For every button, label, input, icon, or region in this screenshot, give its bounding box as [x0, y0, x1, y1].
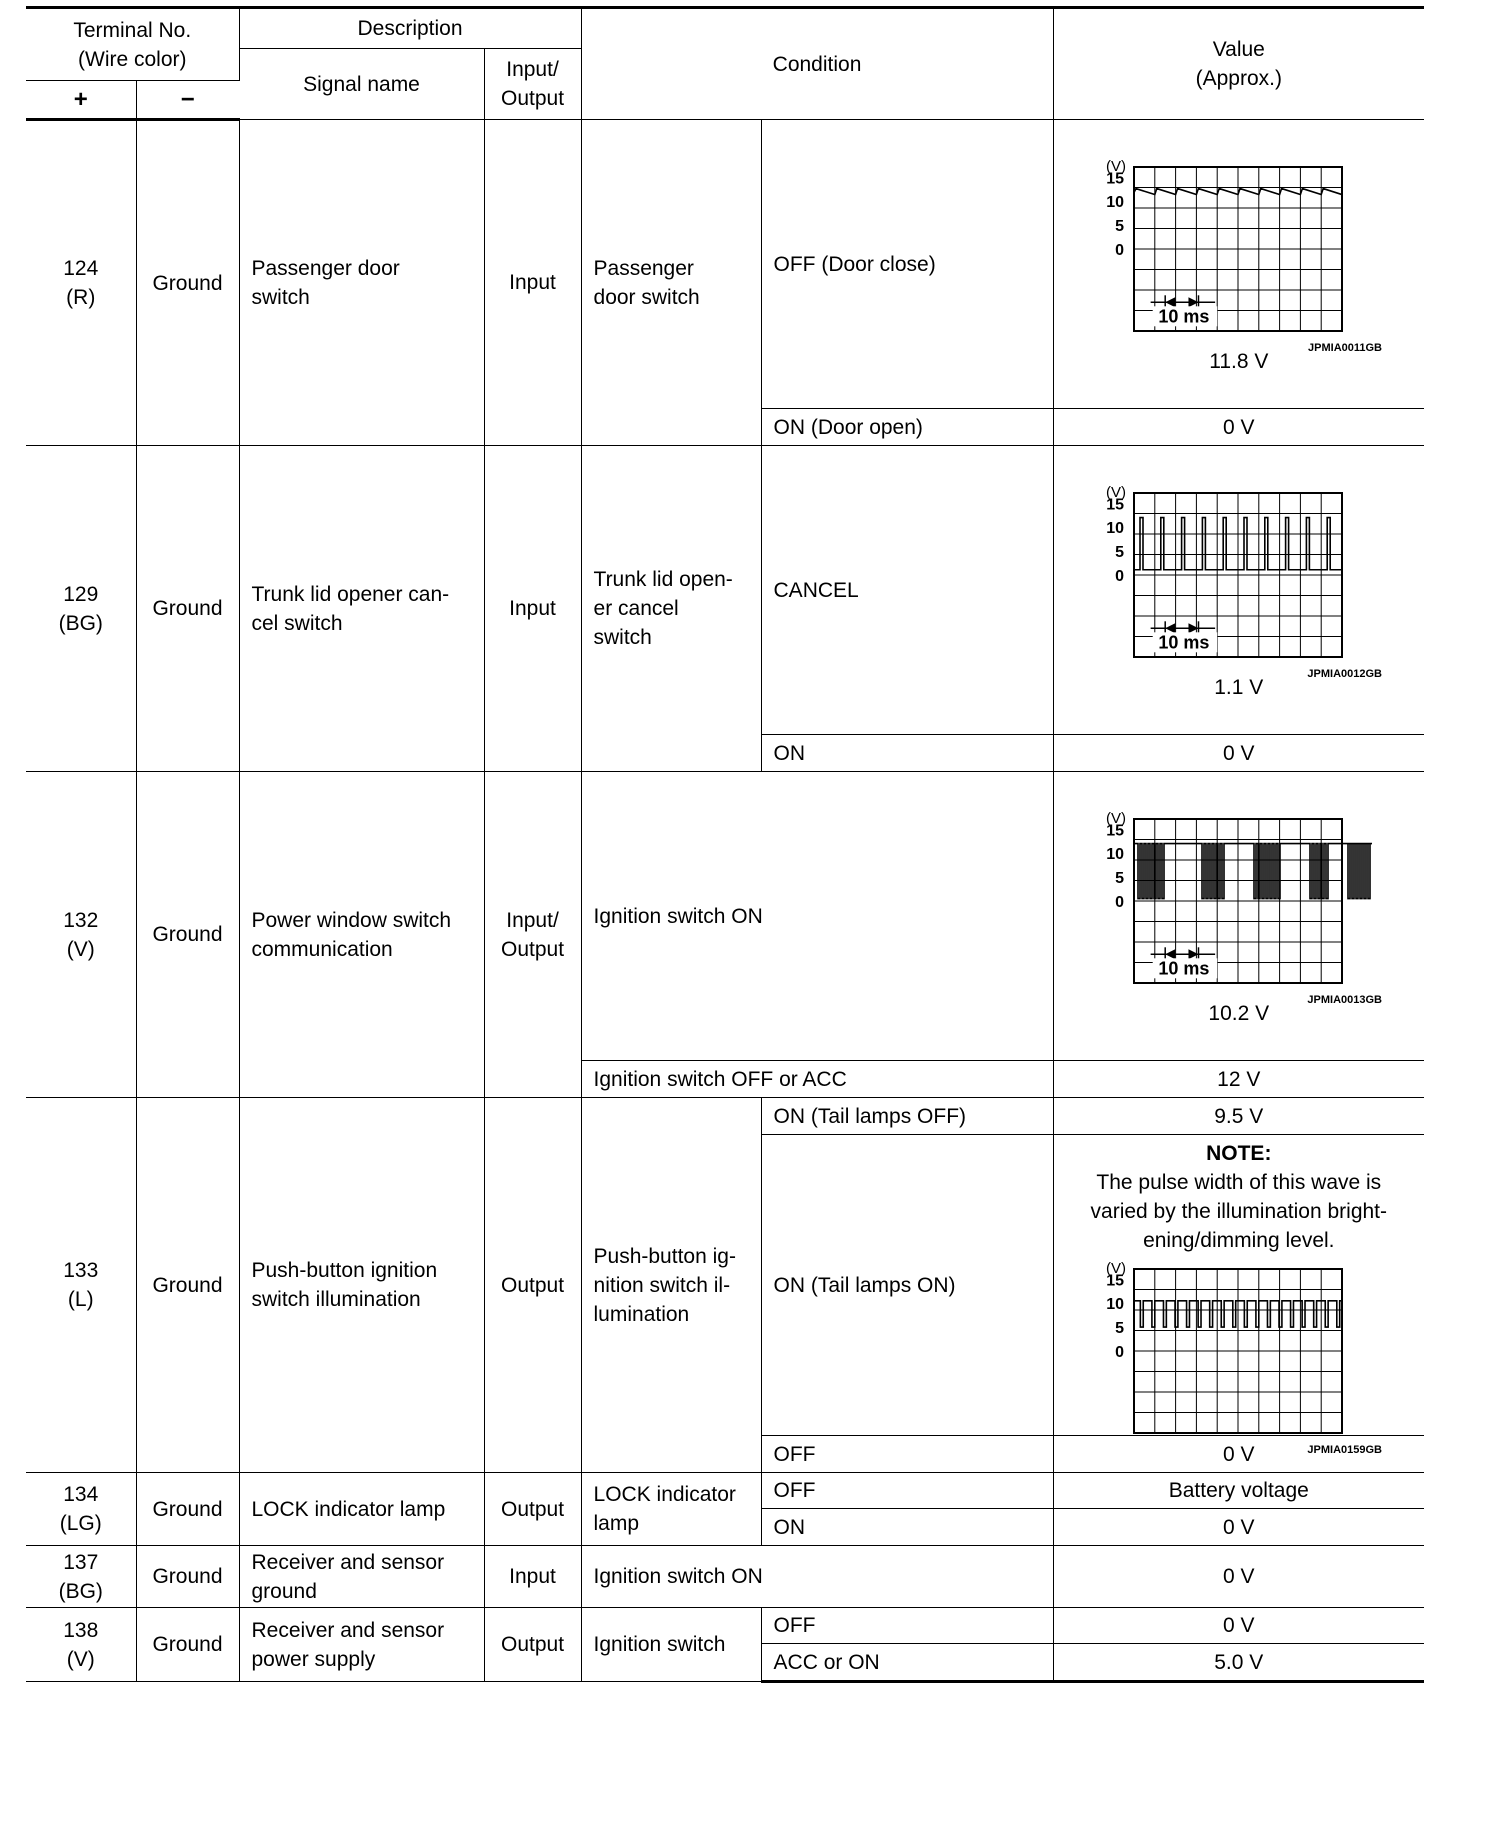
input-output: Output — [484, 1473, 581, 1546]
terminal-minus: Ground — [136, 446, 239, 772]
axis-unit-label: (V) — [1105, 1260, 1126, 1277]
axis-unit-label: (V) — [1105, 157, 1126, 175]
signal-name: Passenger door switch — [239, 120, 484, 446]
figure-code: JPMIA0012GB — [1306, 667, 1382, 680]
input-output: Input — [484, 446, 581, 772]
terminal-plus: 132 (V) — [26, 772, 136, 1098]
value-text: 0 V — [1053, 1436, 1424, 1473]
condition-state: OFF (Door close) — [761, 120, 1053, 409]
header-signal-name: Signal name — [239, 49, 484, 120]
input-output: Input — [484, 120, 581, 446]
input-output: Output — [484, 1098, 581, 1473]
tick-label: 5 — [1114, 217, 1124, 235]
scale-label: 10 ms — [1157, 631, 1209, 652]
input-output: Input — [484, 1546, 581, 1608]
condition-state: CANCEL — [761, 446, 1053, 735]
table-row — [26, 120, 1424, 409]
terminal-minus: Ground — [136, 1473, 239, 1546]
table-row — [26, 1473, 1424, 1509]
value-cell — [1053, 772, 1424, 1061]
condition: Ignition switch — [581, 1608, 761, 1682]
terminal-minus: Ground — [136, 1608, 239, 1682]
table-row — [26, 772, 1424, 1061]
condition-state: Ignition switch ON — [581, 772, 1053, 1061]
signal-name: Trunk lid opener can- cel switch — [239, 446, 484, 772]
note: NOTE: The pulse width of this wave is varied by the illumination bright- ening/dimming level. — [1090, 1142, 1388, 1252]
value-text: 0 V — [1053, 735, 1424, 772]
waveform-129 — [1098, 479, 1382, 680]
condition: Trunk lid open- er cancel switch — [581, 446, 761, 772]
terminal-plus: 138 (V) — [26, 1608, 136, 1682]
header-plus: + — [26, 81, 136, 120]
tick-label: 10 — [1105, 193, 1124, 211]
signal-name: Receiver and sensor ground — [239, 1546, 484, 1608]
table-row — [26, 446, 1424, 735]
table-row — [26, 1546, 1424, 1608]
terminal-plus: 124 (R) — [26, 120, 136, 446]
condition-state: OFF — [761, 1436, 1053, 1473]
terminal-minus: Ground — [136, 120, 239, 446]
tick-label: 10 — [1105, 1296, 1124, 1314]
note-title: NOTE: — [1206, 1142, 1272, 1165]
condition: Passenger door switch — [581, 120, 761, 446]
tick-label: 5 — [1114, 1320, 1124, 1338]
signal-name: LOCK indicator lamp — [239, 1473, 484, 1546]
terminal-minus: Ground — [136, 1546, 239, 1608]
figure-code: JPMIA0011GB — [1307, 341, 1382, 354]
value-text: 11.8 V — [1209, 349, 1269, 373]
terminal-minus: Ground — [136, 1098, 239, 1473]
terminal-plus: 133 (L) — [26, 1098, 136, 1473]
header-minus: − — [136, 81, 239, 120]
terminal-plus: 129 (BG) — [26, 446, 136, 772]
value-text: 9.5 V — [1053, 1098, 1424, 1135]
tick-label: 5 — [1114, 869, 1124, 887]
condition-state: ON — [761, 735, 1053, 772]
condition-state: OFF — [761, 1473, 1053, 1509]
header-terminal-no: Terminal No. (Wire color) — [26, 8, 239, 81]
condition: Push-button ig- nition switch il- lumination — [581, 1098, 761, 1473]
waveform-trace — [1134, 843, 1372, 898]
figure-code: JPMIA0013GB — [1306, 993, 1382, 1006]
tick-label: 15 — [1105, 169, 1124, 187]
tick-label: 15 — [1105, 821, 1124, 839]
value-text: 0 V — [1053, 409, 1424, 446]
header-description: Description — [239, 8, 581, 49]
axis-unit-label: (V) — [1105, 483, 1126, 501]
terminal-spec-table — [26, 6, 1424, 1683]
value-cell — [1053, 120, 1424, 409]
tick-label: 15 — [1105, 1272, 1124, 1290]
tick-label: 10 — [1105, 845, 1124, 863]
terminal-table-page — [26, 6, 1424, 1683]
value-text: 10.2 V — [1208, 1001, 1270, 1025]
tick-label: 0 — [1114, 567, 1124, 585]
signal-name: Power window switch communication — [239, 772, 484, 1098]
condition-state: ACC or ON — [761, 1644, 1053, 1682]
condition-state: ON — [761, 1509, 1053, 1546]
tick-label: 0 — [1114, 1344, 1124, 1361]
value-text: 12 V — [1053, 1061, 1424, 1098]
waveform-132 — [1098, 805, 1382, 1006]
value-text: 0 V — [1053, 1509, 1424, 1546]
scale-label: 10 ms — [1157, 957, 1209, 978]
waveform-124 — [1098, 153, 1382, 354]
scale-label: 10 ms — [1157, 305, 1209, 326]
condition-state: ON (Tail lamps ON) — [761, 1135, 1053, 1436]
value-text: 5.0 V — [1053, 1644, 1424, 1682]
axis-unit-label: (V) — [1105, 809, 1126, 827]
condition-state: OFF — [761, 1608, 1053, 1644]
table-row — [26, 1098, 1424, 1135]
value-cell — [1053, 446, 1424, 735]
terminal-plus: 134 (LG) — [26, 1473, 136, 1546]
table-row — [26, 1608, 1424, 1644]
signal-name: Push-button ignition switch illumination — [239, 1098, 484, 1473]
header-condition: Condition — [581, 8, 1053, 120]
condition-state: Ignition switch OFF or ACC — [581, 1061, 1053, 1098]
condition: LOCK indicator lamp — [581, 1473, 761, 1546]
tick-label: 5 — [1114, 543, 1124, 561]
value-text: 0 V — [1053, 1608, 1424, 1644]
value-text: 1.1 V — [1214, 675, 1264, 699]
condition-state: Ignition switch ON — [581, 1546, 1053, 1608]
figure-code: JPMIA0159GB — [1306, 1444, 1382, 1456]
value-text: 0 V — [1053, 1546, 1424, 1608]
condition-state: ON (Tail lamps OFF) — [761, 1098, 1053, 1135]
header-value: Value (Approx.) — [1053, 8, 1424, 120]
tick-label: 10 — [1105, 519, 1124, 537]
input-output: Output — [484, 1608, 581, 1682]
tick-label: 15 — [1105, 495, 1124, 513]
input-output: Input/ Output — [484, 772, 581, 1098]
terminal-minus: Ground — [136, 772, 239, 1098]
terminal-plus: 137 (BG) — [26, 1546, 136, 1608]
header-input-output: Input/ Output — [484, 49, 581, 120]
condition-state: ON (Door open) — [761, 409, 1053, 446]
tick-label: 0 — [1114, 241, 1124, 259]
signal-name: Receiver and sensor power supply — [239, 1608, 484, 1682]
value-text: Battery voltage — [1053, 1473, 1424, 1509]
tick-label: 0 — [1114, 893, 1124, 911]
